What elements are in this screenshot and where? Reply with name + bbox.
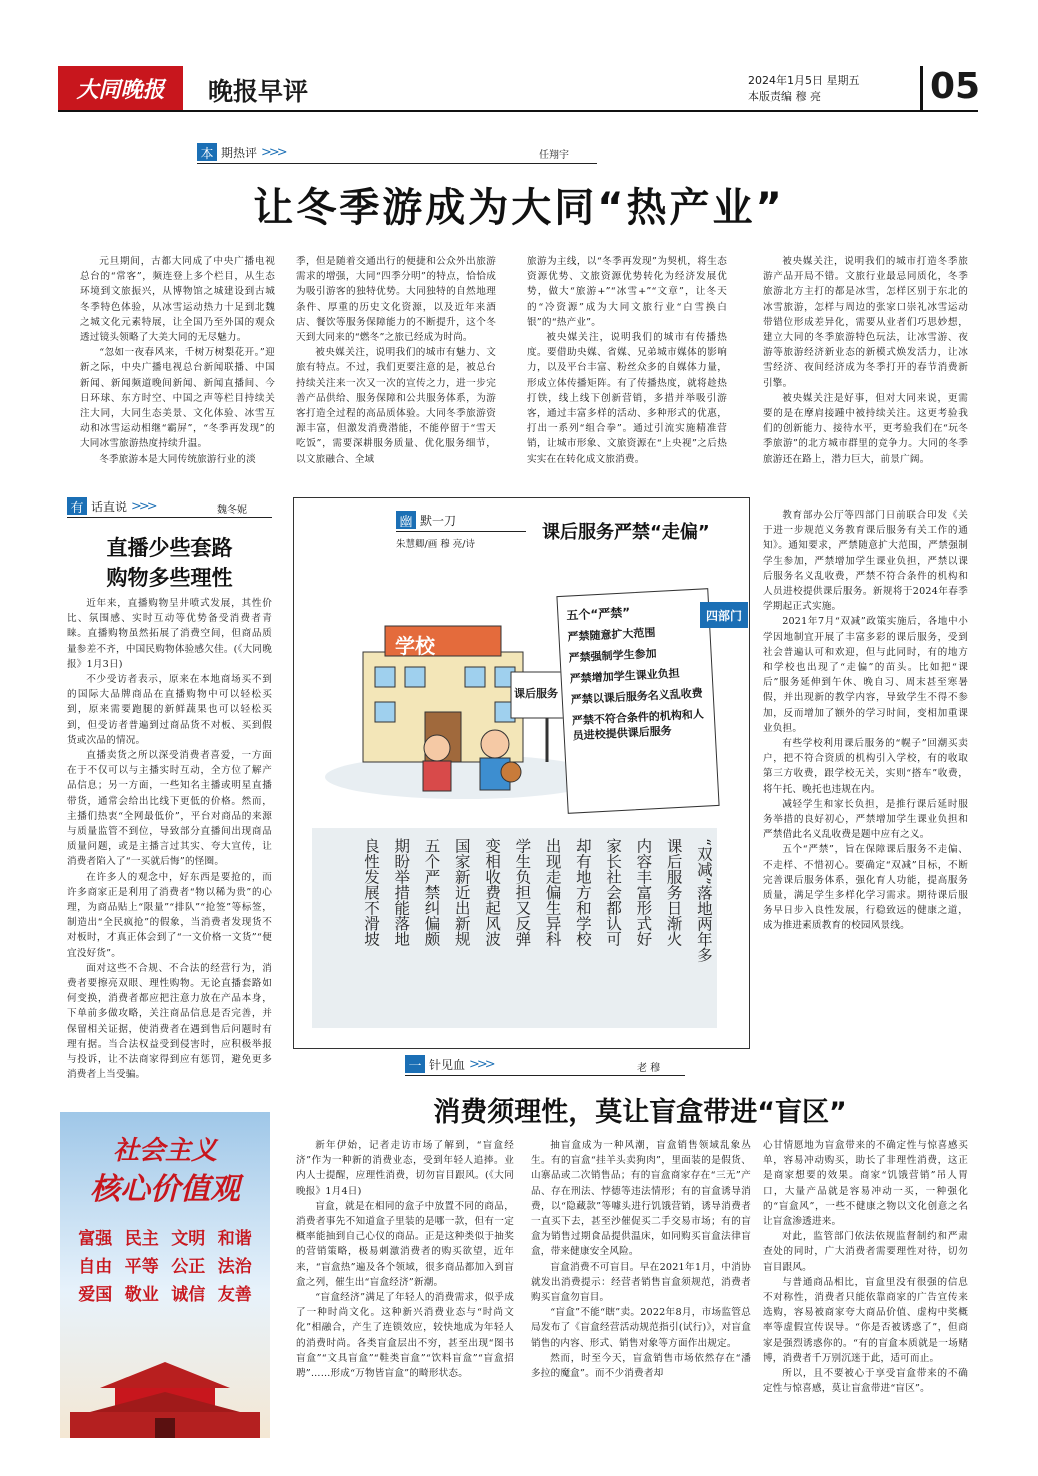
paragraph: “盲盒经济”满足了年轻人的消费需求，似乎成了一种时尚文化。这种新兴消费业态与“时尚文化”相融合，产生了连锁效应，较快地成为年轻人的消费时尚。各类盲盒层出不穷，甚至出现“图书盲盒”“文具盲盒”“鞋类盲盒”“饮料盲盒”“盲盒招聘”……形成“万物皆盲盒”的畸形状态。: [296, 1292, 514, 1380]
chevrons-icon: >>>: [131, 498, 155, 514]
value-word: 敬业: [124, 1285, 159, 1305]
value-word: 友善: [217, 1285, 252, 1305]
paragraph: 被央媒关注，说明我们的城市有传播热度。要借助央媒、省媒、兄弟城市媒体的影响力，以及平台丰富、粉丝众多的自媒体力量，形成立体传播矩阵。有了传播热度，就将趁热打铁，线上线下创新营销，多措并举吸引游客，通过丰富多样的活动、多种形式的优惠，打出一系列“组合拳”。通过引流实施精准营销，让城市形象、文旅资源在“上央视”之后热实实在在转化成文旅消费。: [527, 332, 727, 465]
tag-key: 一: [405, 1055, 425, 1073]
poster-values: [60, 1224, 270, 1308]
paragraph: 2021年7月“双减”政策实施后，各地中小学因地制宜开展了丰富多彩的课后服务，受到社会普遍认可和欢迎，但与此同时，有的地方和学校也出现了“走偏”的苗头。比如把“课后”服务延伸到午休、晚自习、周末甚至寒暑假，并出现新的教学内容，导致学生不得不参加，反而增加了额外的学习时间，变相加重课业负担。: [763, 616, 968, 734]
doc-item: 严禁以课后服务名义乱收费: [570, 686, 704, 707]
policy-document: [556, 588, 719, 814]
doc-item: 严禁增加学生课业负担: [569, 666, 680, 686]
cartoon-credits: 朱慧卿/画 穆 亮/诗: [396, 539, 475, 550]
paragraph: 五个“严禁”，旨在保障课后服务不走偏、不走样、不惜初心。要确定“双减”目标，不断完善课后服务体系，强化育人功能，提高服务质量，满足学生多样化学习需求。期待课后服务早日步入良性发展，行稳致远的健康之道，成为推进素质教育的校园风景线。: [763, 844, 968, 932]
chevrons-icon: >>>: [469, 1056, 493, 1072]
paragraph: 新年伊始，记者走访市场了解到，“盲盒经济”作为一种新的消费业态，受到年轻人追捧。业内人士提醒，应理性消费，切勿盲目跟风。(《大同晚报》1月4日): [296, 1140, 514, 1197]
poem-line: 良性发展不滑坡: [362, 838, 380, 947]
value-word: 和谐: [217, 1229, 252, 1249]
hot-col-2: [296, 254, 496, 490]
cartoon-tag-row: [396, 511, 526, 532]
values-poster: [60, 1112, 270, 1438]
poem-line: 学生负担又反弹: [513, 838, 532, 947]
live-tag-row: [67, 497, 272, 518]
poem-line: 出现走偏生异科: [543, 838, 562, 947]
paragraph: 心甘情愿地为盲盒带来的不确定性与惊喜感买单，容易冲动购买，助长了非理性消费，这正是商家想要的效果。商家“饥饿营销”吊人胃口，大量产品就是容易冲动一买，一种强化的“盲盒风”，一些不健康之物以文化创意之名让盲盒渗透进来。: [763, 1140, 968, 1228]
paragraph: 对此，监管部门依法依规监督制约和严肃查处的同时，广大消费者需要理性对待，切勿盲目跟风。: [763, 1231, 968, 1273]
poem: [362, 838, 712, 1024]
value-word: 爱国: [78, 1285, 113, 1305]
paragraph: 有些学校利用课后服务的“幌子”回潮买卖户，把不符合资质的机构引入学校，有的收取第三方收费，跟学校无关，实则“搭车”收费，将午托、晚托也违规在内。: [763, 738, 968, 795]
value-word: 富强: [78, 1229, 113, 1249]
value-word: 平等: [124, 1257, 159, 1277]
doc-heading: 五个“严禁”: [566, 605, 631, 623]
blind-col-3: [763, 1138, 968, 1456]
live-author: 魏冬妮: [217, 505, 247, 516]
tag-key: 幽: [396, 511, 416, 529]
cartoon-tag: [396, 511, 526, 529]
section-title: 晚报早评: [208, 77, 309, 106]
poem-line: 内容丰富形式好: [634, 838, 653, 947]
live-headline-1: 直播少些套路: [106, 536, 233, 560]
paragraph: 面对这些不合规、不合法的经营行为，消费者要擦亮双眼、理性购物。无论直播套路如何变换，消费者都应把注意力放在产品本身，下单前多做攻略，关注商品信息是否完善，并保留相关证据，使消费者在遇到售后问题时有理有据。当合法权益受到侵害时，应积极举报与投诉，让不法商家得到应有惩罚，避免更多消费者上当受骗。: [67, 962, 272, 1081]
poem-line: 国家新近出新规: [452, 838, 471, 947]
hot-tag-row: [197, 143, 597, 164]
chevrons-icon: >>>: [261, 144, 285, 160]
paragraph: 季，但是随着交通出行的便捷和公众外出旅游需求的增强，大同“四季分明”的特点，恰恰成为吸引游客的独特优势。大同独特的自然地理条件、厚重的历史文化资源，以及近年来酒店、餐饮等服务保障能力的不断提升，这个冬天到大同来的“燃冬”之旅已经成为时尚。: [296, 256, 496, 344]
paragraph: 直播卖货之所以深受消费者喜爱，一方面在于不仅可以与主播实时互动，全方位了解产品信息；另一方面，一些知名主播或明星直播带货，通常会给出比线下更低的价格。然而，主播们热衷“全网最低价”，平台对商品的来源与质量监管不到位，导致部分直播间出现商品质量问题，或是主播言过其实、夸大宣传，让消费者陷入了“一买就后悔”的怪圈。: [67, 750, 272, 868]
hot-col-1: [80, 254, 275, 490]
paragraph: 元旦期间，古都大同成了中央广播电视总台的“常客”，频连登上多个栏目，从生态环境到文旅振兴，从博物馆之城建设到古城冬季特色体验，从冰雪运动热力十足到北魏之城文化元素特展，让全国乃至外国的观众透过镜头领略了大美大同的无尽魅力。: [80, 256, 275, 344]
hot-tag: [197, 143, 597, 161]
paragraph: 被央媒关注是好事，但对大同来说，更需要的是在摩肩接踵中被持续关注。这更考验我们的创新能力、接待水平，更考验我们在“玩冬季旅游”的北方城市群里的竞争力。大同的冬季旅游还在路上，潜力巨大，前景广阔。: [763, 392, 968, 465]
value-word: 自由: [78, 1257, 113, 1277]
poster-line-2: 核心价值观: [90, 1172, 240, 1207]
paragraph: 与普通商品相比，盲盒里没有很强的信息不对称性，消费者只能依靠商家的广告宣传来选购，容易被商家夸大商品价值、虚构中奖概率等虚假宣传误导。“你是否被诱惑了”，但商家是强烈诱惑你的。“有的盲盒本质就是一场赌博，消费者千万别沉迷于此，适可而止。: [763, 1276, 968, 1364]
value-word: 诚信: [171, 1285, 206, 1305]
poem-line: 五个严禁纠偏颇: [422, 838, 441, 947]
paragraph: 教育部办公厅等四部门日前联合印发《关于进一步规范义务教育课后服务有关工作的通知》。通知要求，严禁随意扩大范围，严禁强制学生参加，严禁增加学生课业负担，严禁以课后服务名义乱收费，严禁不符合条件的机构和人员进校提供课后服务。新规将于2024年春季学期起正式实施。: [763, 510, 968, 613]
poem-line: 课后服务日渐火: [664, 838, 683, 947]
paragraph: 所以，且不要被心于享受盲盒带来的不确定性与惊喜感，莫让盲盒带进“盲区”。: [763, 1368, 968, 1395]
doc-item: 严禁随意扩大范围: [567, 626, 656, 644]
poem-line: 却有地方和学校: [573, 838, 592, 947]
cartoon-title: 课后服务严禁“走偏”: [542, 522, 710, 543]
paragraph: 近年来，直播购物呈井喷式发展，其性价比、氛围感、实时互动等优势备受消费者青睐。直播购物虽然拓展了消费空间，但商品质量参差不齐，中国民购物体验感欠佳。(《大同晚报》1月3日): [67, 598, 272, 670]
paragraph: 抽盲盒成为一种风潮，盲盒销售领域乱象丛生。有的盲盒“挂羊头卖狗肉”，里面装的是假货、山寨品或二次销售品；有的盲盒商家存在“三无”产品、存在刑法、悖德等违法情形；有的盲盒诱导消费，以“隐藏款”等噱头进行饥饿营销，诱导消费者一直买下去，甚至沙催促买二手交易市场；有的盲盒为销售过期食品提供温床，如同购买盲盒法律盲盒，带来健康安全风险。: [531, 1140, 751, 1258]
live-body: [67, 596, 272, 1096]
board-sign: 课后服务: [514, 687, 558, 700]
school-sign: 学校: [395, 634, 435, 658]
tag-label: 默一刀: [420, 513, 457, 528]
paragraph: 然而，时至今天，盲盒销售市场依然存在“潘多拉的魔盒”。而不少消费者却: [531, 1352, 751, 1380]
blind-author: 老 穆: [637, 1063, 661, 1074]
poem-line: 家长社会都认可: [604, 838, 623, 947]
page-number: 05: [930, 66, 981, 107]
paragraph: 冬季旅游本是大同传统旅游行业的淡: [99, 453, 256, 465]
blind-col-1: [296, 1138, 514, 1456]
logo: 大同晚报: [58, 66, 183, 110]
blind-headline: 消费须理性，莫让盲盒带进“盲区”: [433, 1097, 847, 1128]
paragraph: 在许多人的观念中，好东西是要抢的，而许多商家正是利用了消费者“物以稀为贵”的心理，为商品贴上“限量”“排队”“抢签”等标签，制造出“全民疯抢”的假象，当消费者发现货不对板时，才真正体会到了“一文价格一文货”“便宜没好货”。: [67, 871, 272, 959]
value-word: 公正: [171, 1257, 206, 1277]
paragraph: 被央媒关注，说明我们的城市打造冬季旅游产品开局不错。文旅行业最忌同质化，冬季旅游北方主打的都是冰雪，怎样区别于东北的冰雪旅游，怎样与周边的张家口崇礼冰雪运动带错位形成差异化，需要从业者们巧思妙想，建立大同的冬季旅游特色玩法，让冰雪游、夜游等旅游经济新业态的新模式焕发活力，让冰雪经济、夜间经济成为冬季打开的春节消费新引擎。: [763, 256, 968, 389]
cartoon-commentary: [763, 508, 968, 1046]
live-headline-2: 购物多些理性: [106, 566, 233, 590]
paragraph: 减轻学生和家长负担，是推行课后延时服务举措的良好初心，严禁增加学生课业负担和严禁借此名义乱收费是题中应有之义。: [763, 798, 968, 841]
value-word: 文明: [171, 1229, 206, 1249]
paragraph: 盲盒，就是在相同的盒子中放置不同的商品，消费者事先不知道盒子里装的是哪一款，但有一定概率能抽到自己心仪的商品。正是这种类似于抽奖的营销策略，极易刺激消费者的购买欲望，近年来，“盲盒热”遍及各个领域，很多商品都加入到盲盒之列，催生出“盲盒经济”新潮。: [296, 1200, 514, 1288]
doc-item: 严禁不符合条件的机构和人员进校提供课后服务: [571, 707, 705, 743]
doc-item: 严禁强制学生参加: [568, 646, 657, 665]
tag-key: 本: [197, 143, 217, 161]
tiananmen-illustration: [60, 1348, 270, 1438]
value-word: 法治: [217, 1257, 252, 1277]
tag-label: 话直说: [91, 499, 128, 514]
blind-col-2: [531, 1138, 751, 1456]
masthead: [58, 66, 981, 112]
paragraph: 旅游为主线，以“冬季再发现”为契机，将生态资源优势、文旅资源优势转化为经济发展优势，做大“旅游+”“冰雪+”“文章”，让冬天的“冷资源”成为大同文旅行业“白雪换白银”的“热产业”。: [527, 256, 727, 328]
page-editor: 本版责编 穆 亮: [748, 90, 821, 103]
poem-line: 期盼举措能落地: [392, 838, 411, 947]
hot-author: 任翔宇: [539, 150, 569, 161]
blind-tag-row: [405, 1055, 685, 1076]
poster-line-1: 社会主义: [112, 1136, 217, 1166]
poem-line: 变相收费起风波: [483, 838, 502, 947]
tag-key: 有: [67, 497, 87, 515]
hot-col-4: [763, 254, 968, 490]
tag-label: 针见血: [429, 1057, 466, 1072]
page-divider: [920, 66, 923, 110]
poem-line: “双减”落地两年多: [694, 838, 713, 963]
hot-col-3: [527, 254, 727, 490]
paragraph: 被央媒关注，说明我们的城市有魅力、文旅有特点。不过，我们更要注意的是，被总台持续关注来一次又一次的宣传之力，进一步完善产品供给、服务保障和公共服务体系，为游客打造全过程的高品质体验。大同冬季旅游资源丰富，但激发消费潜能，不能停留于“雪天吃饭”，需要深耕服务质量、优化服务细节，以文旅融合、全域: [296, 347, 496, 465]
paragraph: 不少受访者表示，原来在本地商场买不到的国际大品牌商品在直播购物中可以轻松买到，原来需要跑腿的新鲜蔬果也可以轻松买到，但受访者普遍到过商品货不对板、买到假货或次品的情况。: [67, 674, 272, 746]
doc-tag: 四部门: [700, 602, 748, 628]
hot-headline: 让冬季游成为大同“热产业”: [253, 185, 785, 231]
paragraph: “忽如一夜春风来，千树万树梨花开。”迎新之际，中央广播电视总台新闻联播、中国新闻、新闻频道晚间新闻、新闻直播间、今日环球、东方时空、中国之声等栏目持续关注大同，大同生态美景、文化体验、冰雪互动和冰雪运动相继“霸屏”，“冬季再发现”的大同冰雪旅游热度持续升温。: [80, 347, 275, 450]
paragraph: 盲盒消费不可盲目。早在2021年1月，中消协就发出消费提示：经营者销售盲盒须规范，消费者购买盲盒勿盲目。: [531, 1261, 751, 1304]
value-word: 民主: [124, 1229, 159, 1249]
paragraph: “盲盒”不能“瞎”卖。2022年8月，市场监管总局发布了《盲盒经营活动规范指引(试行)》，对盲盒销售的内容、形式、销售对象等方面作出规定。: [531, 1307, 751, 1349]
tag-label: 期热评: [221, 145, 258, 160]
issue-date: 2024年1月5日 星期五: [748, 74, 860, 87]
